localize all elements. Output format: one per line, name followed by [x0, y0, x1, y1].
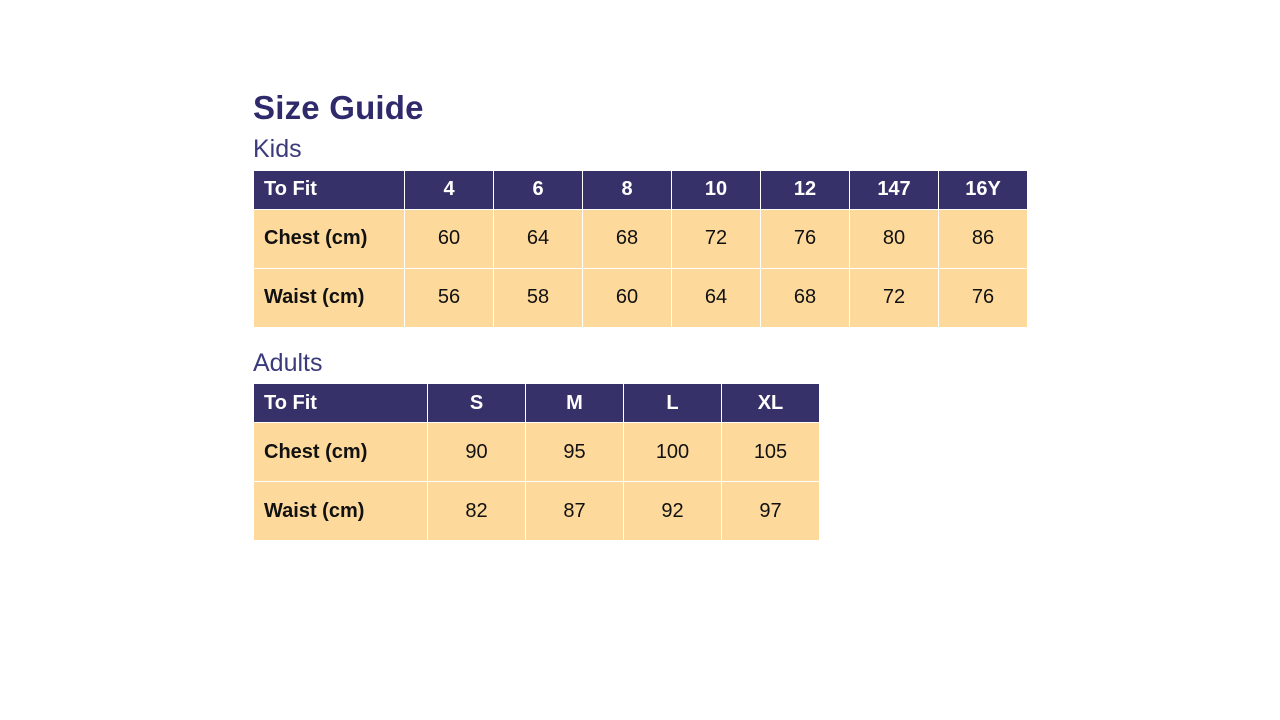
section-heading-adults: Adults	[253, 348, 323, 377]
measurement-cell: 76	[761, 209, 850, 268]
measurement-cell: 68	[761, 268, 850, 327]
measurement-cell: 64	[494, 209, 583, 268]
page-title: Size Guide	[253, 89, 424, 126]
row-label: Waist (cm)	[254, 482, 428, 541]
column-header-size: M	[526, 384, 624, 423]
measurement-cell: 95	[526, 423, 624, 482]
measurement-cell: 90	[428, 423, 526, 482]
column-header-size: 6	[494, 170, 583, 209]
measurement-cell: 80	[850, 209, 939, 268]
measurement-cell: 68	[583, 209, 672, 268]
table-row	[254, 423, 820, 482]
measurement-cell: 92	[624, 482, 722, 541]
measurement-cell: 56	[405, 268, 494, 327]
kids-size-table	[253, 170, 1028, 328]
section-heading-kids: Kids	[253, 135, 302, 164]
measurement-cell: 97	[722, 482, 820, 541]
column-header-size: 10	[672, 170, 761, 209]
row-label: Waist (cm)	[254, 268, 405, 327]
size-guide-content	[253, 90, 1093, 541]
measurement-cell: 76	[939, 268, 1028, 327]
column-header-size: S	[428, 384, 526, 423]
row-label: Chest (cm)	[254, 423, 428, 482]
table-row	[254, 482, 820, 541]
measurement-cell: 86	[939, 209, 1028, 268]
column-header-size: 12	[761, 170, 850, 209]
measurement-cell: 58	[494, 268, 583, 327]
measurement-cell: 82	[428, 482, 526, 541]
measurement-cell: 100	[624, 423, 722, 482]
column-header-to-fit: To Fit	[254, 170, 405, 209]
column-header-to-fit: To Fit	[254, 384, 428, 423]
measurement-cell: 60	[405, 209, 494, 268]
adults-size-table	[253, 383, 820, 541]
table-row	[254, 268, 1028, 327]
column-header-size: 8	[583, 170, 672, 209]
column-header-size: XL	[722, 384, 820, 423]
measurement-cell: 64	[672, 268, 761, 327]
table-header-row	[254, 384, 820, 423]
measurement-cell: 87	[526, 482, 624, 541]
measurement-cell: 60	[583, 268, 672, 327]
measurement-cell: 105	[722, 423, 820, 482]
column-header-size: 4	[405, 170, 494, 209]
column-header-size: 16Y	[939, 170, 1028, 209]
measurement-cell: 72	[850, 268, 939, 327]
row-label: Chest (cm)	[254, 209, 405, 268]
measurement-cell: 72	[672, 209, 761, 268]
column-header-size: 147	[850, 170, 939, 209]
table-header-row	[254, 170, 1028, 209]
table-row	[254, 209, 1028, 268]
column-header-size: L	[624, 384, 722, 423]
